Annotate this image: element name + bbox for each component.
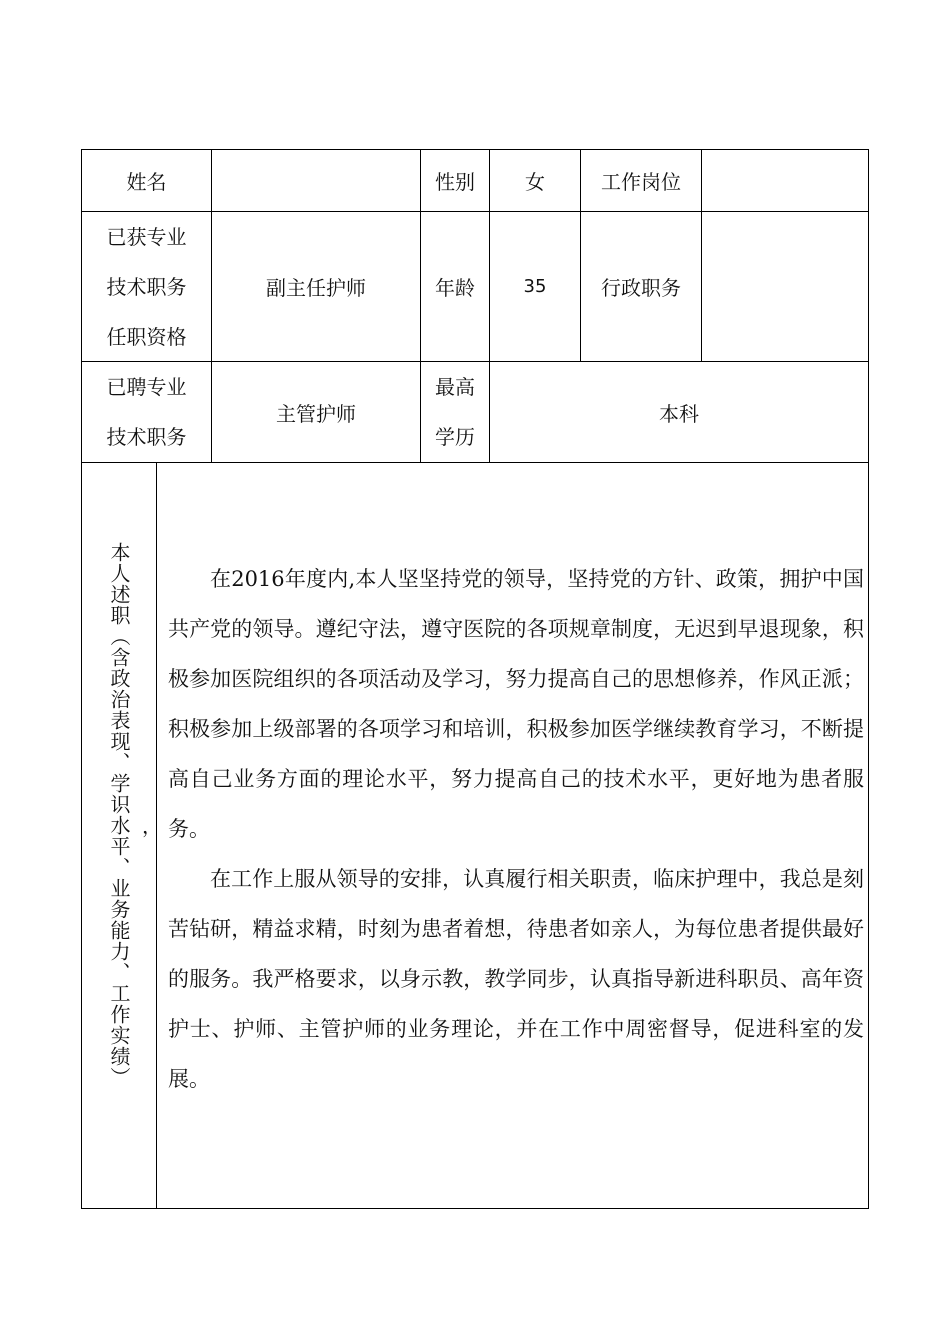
- row-divider: [82, 462, 868, 463]
- position-label: 工作岗位: [601, 170, 681, 194]
- name-label: 姓名: [126, 170, 167, 194]
- gender-value: 女: [525, 170, 545, 194]
- age-value: 35: [523, 276, 547, 297]
- side-comma: ，: [142, 814, 162, 838]
- qualification-label: [82, 212, 211, 361]
- statement-paragraph: 在2016年度内,本人坚坚持党的领导，坚持党的方针、政策，拥护中国共产党的领导。遵纪守法，遵守医院的各项规章制度，无迟到早退现象，积极参加医院组织的各项活动及学习，努力提高自己的思想修养，作风正派；积极参加上级部署的各项学习和培训，积极参加医学继续教育学习，不断提高自己业务方面的理论水平，努力提高自己的技术水平，更好地为患者服务。: [168, 567, 864, 841]
- education-value: 本科: [659, 401, 699, 426]
- personnel-form-table: [81, 149, 869, 1209]
- hired-title-label-line: 已聘专业: [106, 375, 187, 399]
- qualification-label-line: 任职资格: [106, 324, 187, 349]
- hired-title-label-line: 技术职务: [106, 425, 187, 449]
- hired-title-value: 主管护师: [276, 401, 356, 426]
- admin-position-value: [702, 212, 868, 361]
- position-value: [702, 150, 868, 211]
- qualification-label-line: 技术职务: [106, 274, 187, 299]
- education-label-line: 最高: [435, 375, 475, 399]
- statement-paragraph: 在工作上服从领导的安排，认真履行相关职责，临床护理中，我总是刻苦钻研，精益求精，时刻为患者着想，待患者如亲人，为每位患者提供最好的服务。我严格要求，以身示教，教学同步，认真指导新进科职员、高年资护士、护师、主管护师的业务理论，并在工作中周密督导，促进科室的发展。: [168, 867, 864, 1091]
- statement-side-label-text: 本人述职（含政治表现、学识水平、业务能力、工作实绩）: [107, 542, 131, 1088]
- education-label-line: 学历: [435, 425, 475, 449]
- education-label: [421, 362, 489, 462]
- gender-label: 性别: [435, 170, 475, 194]
- statement-body: [168, 554, 864, 1104]
- name-value: [212, 150, 420, 211]
- age-label: 年龄: [435, 276, 475, 300]
- qualification-value: 副主任护师: [266, 276, 366, 300]
- admin-position-label: 行政职务: [601, 276, 681, 300]
- hired-title-label: [82, 362, 211, 462]
- qualification-label-line: 已获专业: [106, 224, 187, 249]
